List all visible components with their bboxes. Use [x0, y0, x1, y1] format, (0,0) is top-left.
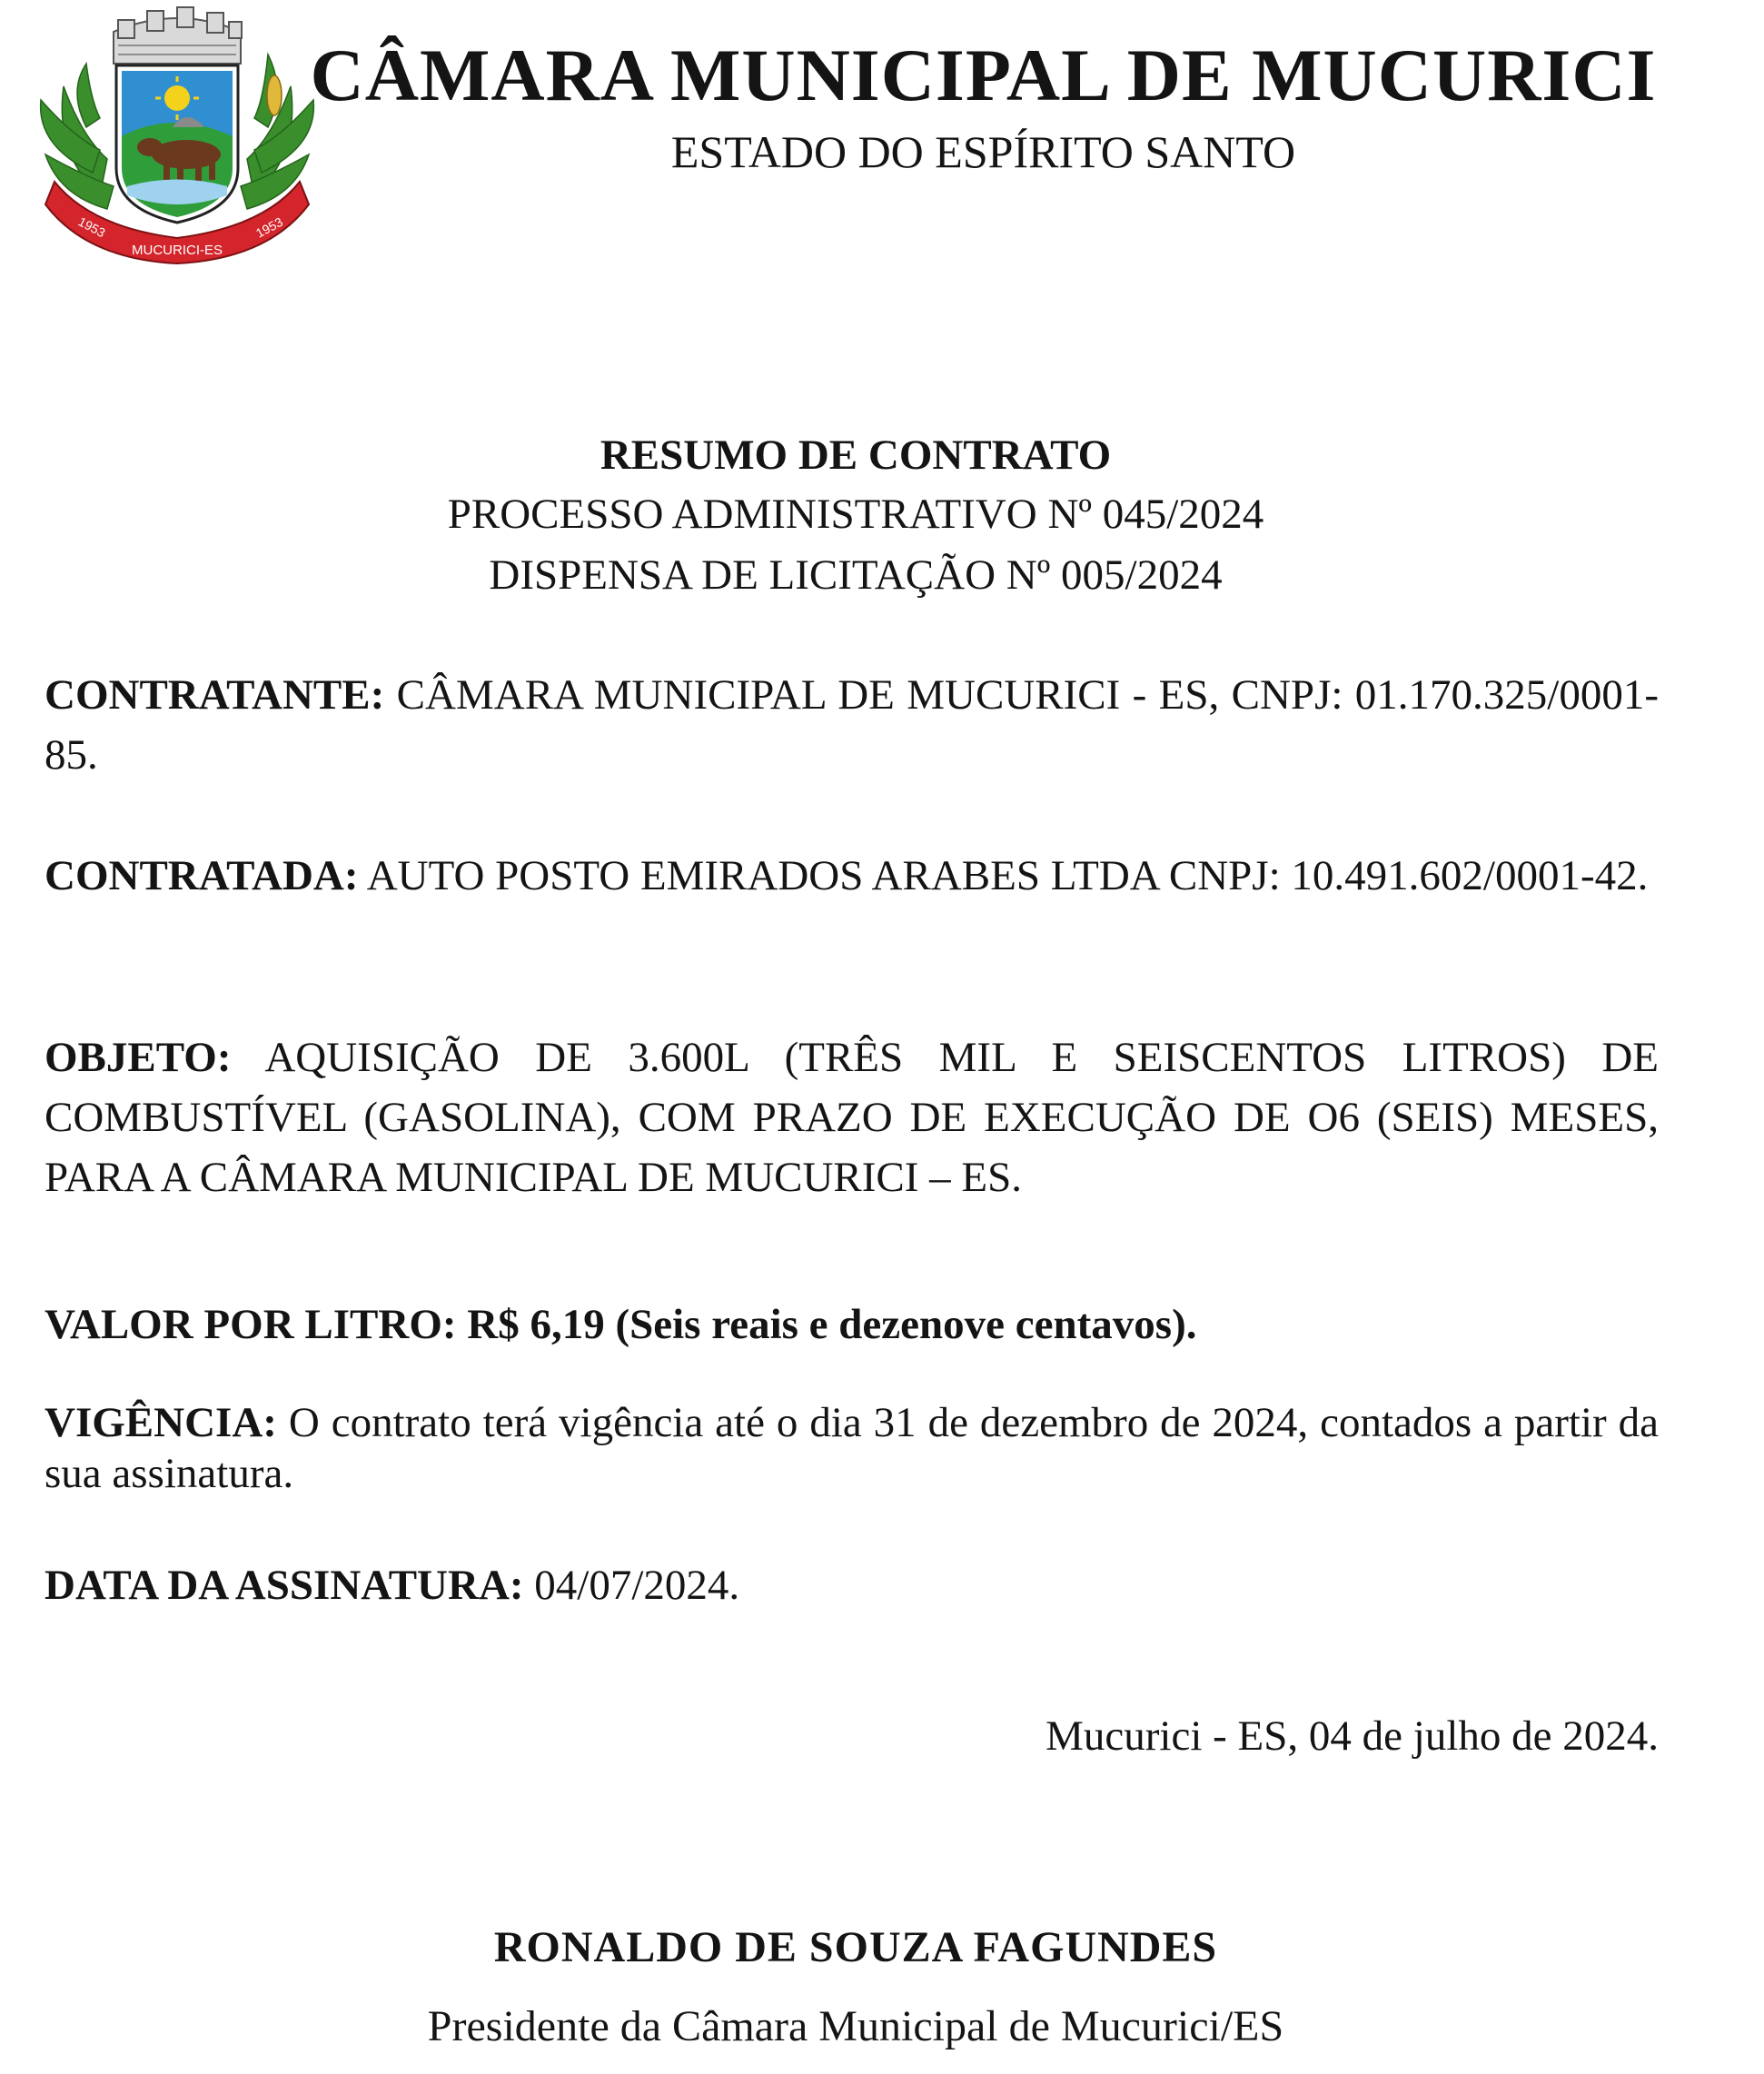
vigencia-label: VIGÊNCIA:: [45, 1399, 277, 1446]
crest-ribbon-center: MUCURICI-ES: [132, 243, 223, 258]
contratante-text: CÂMARA MUNICIPAL DE MUCURICI - ES, CNPJ: 01.170.325/0001-85.: [45, 671, 1660, 779]
vigencia-paragraph: [45, 1397, 1659, 1499]
vigencia-text: O contrato terá vigência até o dia 31 de dezembro de 2024, contados a partir da sua assinatura.: [45, 1399, 1659, 1497]
contratante-paragraph: [45, 665, 1659, 785]
institution-subtitle: ESTADO DO ESPÍRITO SANTO: [670, 126, 1296, 177]
institution-title: CÂMARA MUNICIPAL DE MUCURICI: [310, 34, 1657, 116]
data-assinatura-paragraph: [45, 1555, 1659, 1615]
place-and-date: Mucurici - ES, 04 de julho de 2024.: [1046, 1712, 1659, 1760]
contratada-text: AUTO POSTO EMIRADOS ARABES LTDA CNPJ: 10.491.602/0001-42.: [366, 852, 1649, 899]
document-title: RESUMO DE CONTRATO: [600, 432, 1112, 479]
contratada-label: CONTRATADA:: [45, 852, 359, 899]
process-number: PROCESSO ADMINISTRATIVO Nº 045/2024: [447, 491, 1264, 538]
signer-name: RONALDO DE SOUZA FAGUNDES: [493, 1923, 1218, 1971]
signer-role: Presidente da Câmara Municipal de Mucurici/ES: [427, 2002, 1284, 2050]
crest-ribbon-right: 1953: [253, 213, 285, 241]
data-assinatura-label: DATA DA ASSINATURA:: [45, 1562, 524, 1609]
dispensa-number: DISPENSA DE LICITAÇÃO Nº 005/2024: [489, 551, 1223, 599]
contratante-label: CONTRATANTE:: [45, 671, 385, 719]
data-assinatura-text: 04/07/2024.: [534, 1562, 740, 1609]
municipal-coat-of-arms-icon: [36, 0, 318, 268]
objeto-text: AQUISIÇÃO DE 3.600L (TRÊS MIL E SEISCENTOS LITROS) DE COMBUSTÍVEL (GASOLINA), COM PRAZO DE EXECUÇÃO DE O6 (SEIS) MESES, PARA A CÂMARA MUNICIPAL DE MUCURICI – ES.: [45, 1034, 1659, 1201]
crest-ribbon-left: 1953: [75, 213, 108, 241]
contratada-paragraph: [45, 846, 1659, 906]
valor-paragraph: VALOR POR LITRO: R$ 6,19 (Seis reais e dezenove centavos).: [45, 1301, 1197, 1348]
objeto-paragraph: [45, 1027, 1659, 1207]
objeto-label: OBJETO:: [45, 1034, 232, 1081]
